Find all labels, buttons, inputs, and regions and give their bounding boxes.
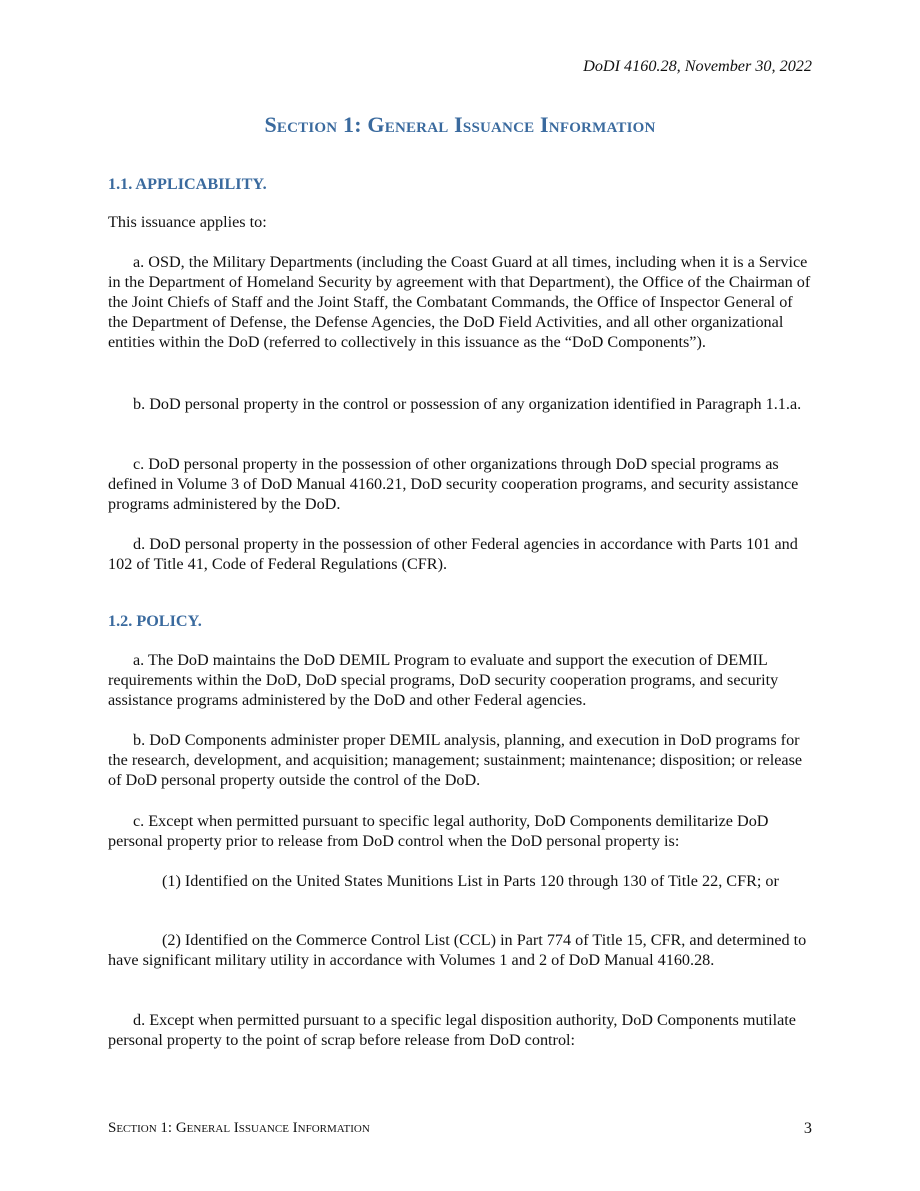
policy-para-a: a. The DoD maintains the DoD DEMIL Program to evaluate and support the execution of DEMIL requirements within the DoD, DoD special programs, DoD security cooperation programs, and security assistance programs administered by the DoD and other Federal agencies. <box>108 651 779 709</box>
heading-applicability: 1.1. APPLICABILITY. <box>108 175 267 193</box>
applicability-para-b: b. DoD personal property in the control or possession of any organization identified in Paragraph 1.1.a. <box>133 395 802 413</box>
applicability-para-c: c. DoD personal property in the possession of other organizations through DoD special programs as defined in Volume 3 of DoD Manual 4160.21, DoD security cooperation programs, and security assistance programs administered by the DoD. <box>108 455 799 513</box>
applicability-intro: This issuance applies to: <box>108 213 267 231</box>
policy-para-d: d. Except when permitted pursuant to a specific legal disposition authority, DoD Components mutilate personal property to the point of scrap before release from DoD control: <box>108 1011 796 1049</box>
footer-section-label: Section 1: General Issuance Information <box>108 1120 370 1136</box>
policy-para-c: c. Except when permitted pursuant to specific legal authority, DoD Components demilitarize DoD personal property prior to release from DoD control when the DoD personal property is: <box>108 812 769 850</box>
applicability-para-a: a. OSD, the Military Departments (including the Coast Guard at all times, including when it is a Service in the Department of Homeland Security by agreement with that Department), the Office of the Chairman of the Joint Chiefs of Staff and the Joint Staff, the Combatant Commands, the Office of Inspector General of the Department of Defense, the Defense Agencies, the DoD Field Activities, and all other organizational entities within the DoD (referred to collectively in this issuance as the “DoD Components”). <box>108 253 811 351</box>
heading-policy: 1.2. POLICY. <box>108 612 202 630</box>
policy-para-b: b. DoD Components administer proper DEMIL analysis, planning, and execution in DoD programs for the research, development, and acquisition; management; sustainment; maintenance; disposition; or release of DoD personal property outside the control of the DoD. <box>108 731 803 789</box>
page-header-doc-ref: DoDI 4160.28, November 30, 2022 <box>583 57 812 75</box>
footer-page-number: 3 <box>803 1119 812 1137</box>
policy-para-c2: (2) Identified on the Commerce Control List (CCL) in Part 774 of Title 15, CFR, and determined to have significant military utility in accordance with Volumes 1 and 2 of DoD Manual 4160.28. <box>108 931 807 969</box>
policy-para-c1: (1) Identified on the United States Munitions List in Parts 120 through 130 of Title 22, CFR; or <box>162 872 779 890</box>
applicability-para-d: d. DoD personal property in the possession of other Federal agencies in accordance with Parts 101 and 102 of Title 41, Code of Federal Regulations (CFR). <box>108 535 798 573</box>
section-title: Section 1: General Issuance Information <box>264 112 656 137</box>
